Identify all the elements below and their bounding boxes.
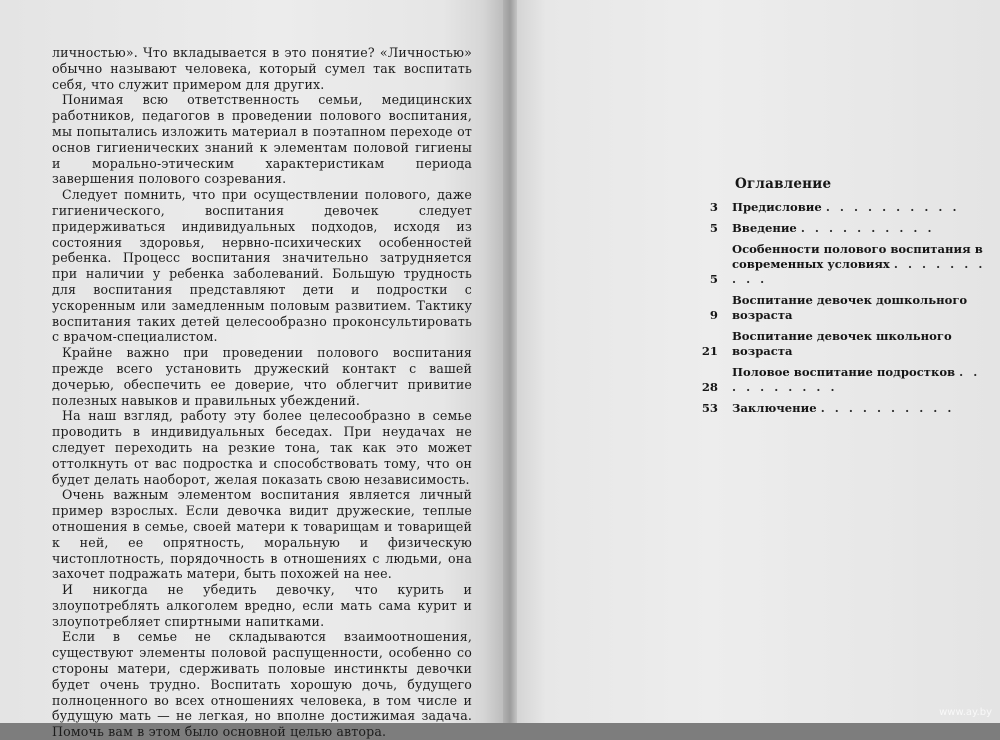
toc-title: Оглавление (735, 176, 832, 192)
body-text (52, 45, 472, 740)
toc-page-number: 9 (709, 308, 718, 322)
paragraph: личностью». Что вкладывается в это понятие? «Личностью» обычно называют человека, который сумел так воспитать себя, что служит примером для других. (52, 45, 472, 92)
watermark: www.ay.by (939, 707, 992, 718)
toc-entry (690, 200, 990, 215)
toc-entry-title: Введение (732, 221, 797, 235)
paragraph: Понимая всю ответственность семьи, медицинских работников, педагогов в проведении полового воспитания, мы попытались изложить материал в поэтапном переходе от основ гигиенических знаний к элементам половой гигиены и морально-этическим характеристикам периода завершения полового созревания. (52, 92, 472, 187)
table-of-contents (690, 176, 990, 422)
toc-entry (690, 293, 990, 323)
toc-entry-title: Предисловие (732, 200, 822, 214)
paragraph: На наш взгляд, работу эту более целесообразно в семье проводить в индивидуальных беседах. При неудачах не следует переходить на резкие тона, так как это может оттолкнуть от вас подростка и способствовать тому, что он будет делать наоборот, желая показать свою независимость. (52, 408, 472, 487)
toc-entry (690, 401, 990, 416)
paragraph: И никогда не убедить девочку, что курить и злоупотреблять алкоголем вредно, если мать сама курит и злоупотребляет спиртными напитками. (52, 582, 472, 629)
toc-entry (690, 221, 990, 236)
toc-page-number: 28 (701, 380, 718, 394)
paragraph: Крайне важно при проведении полового воспитания прежде всего установить дружеский контакт с вашей дочерью, обеспечить ее доверие, что облегчит привитие полезных навыков и правильных убеждений. (52, 345, 472, 408)
toc-entry (690, 242, 990, 287)
toc-page-number: 5 (709, 221, 718, 235)
toc-entry-title: Особенности полового воспитания в современных условиях (732, 242, 983, 271)
toc-entry-title: Воспитание девочек дошкольного возраста (732, 293, 968, 322)
toc-leader-dots: . . . . . . . . . . (732, 365, 981, 394)
paragraph: Очень важным элементом воспитания является личный пример взрослых. Если девочка видит дружеские, теплые отношения в семье, своей матери к товарищам и товарищей к ней, ее опрятность, моральную и физическую чистоплотность, порядочность в отношениях с людьми, она захочет подражать матери, быть похожей на нее. (52, 487, 472, 582)
toc-entry (690, 365, 990, 395)
paragraph: Если в семье не складываются взаимоотношения, существуют элементы половой распущенности, особенно со стороны матери, сдерживать половые инстинкты девочки будет очень трудно. Воспитать хорошую дочь, будущего полноценного во всех отношениях человека, в том числе и будущую мать — не легкая, но вполне достижимая задача. Помочь вам в этом было основной целью автора. (52, 629, 472, 740)
toc-page-number: 3 (709, 200, 718, 214)
toc-entry-title: Заключение (732, 401, 817, 415)
toc-leader-dots: . . . . . . . . . . (825, 200, 960, 214)
toc-page-number: 53 (701, 401, 718, 415)
toc-page-number: 5 (709, 272, 718, 286)
toc-entry (690, 329, 990, 359)
toc-leader-dots: . . . . . . . . . . (820, 401, 955, 415)
toc-entry-title: Половое воспитание подростков (732, 365, 956, 379)
toc-page-number: 21 (701, 344, 718, 358)
toc-leader-dots: . . . . . . . . . . (800, 221, 935, 235)
book-gutter (503, 0, 517, 723)
toc-leader-dots: . . . . . . . . . . (732, 257, 986, 286)
toc-entry-title: Воспитание девочек школьного возраста (732, 329, 952, 358)
paragraph: Следует помнить, что при осуществлении полового, даже гигиенического, воспитания девочек следует придерживаться индивидуальных подходов, исходя из состояния здоровья, нервно-психических особенностей ребенка. Процесс воспитания значительно затрудняется при наличии у ребенка заболеваний. Большую трудность для воспитания представляют дети и подростки с ускоренным или замедленным половым развитием. Тактику воспитания таких детей целесообразно проконсультировать с врачом-специалистом. (52, 187, 472, 345)
